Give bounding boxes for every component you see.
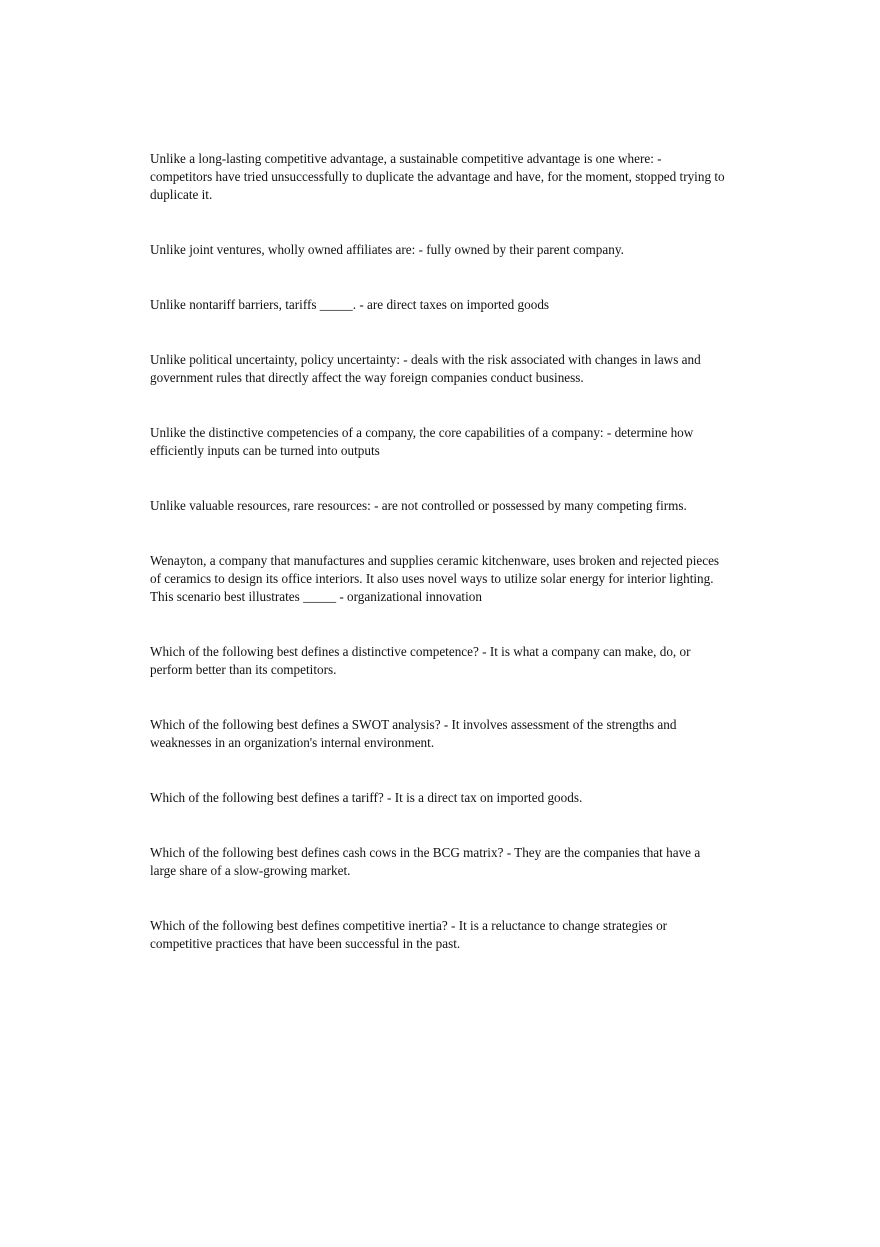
flashcard-entry: Which of the following best defines a tariff? - It is a direct tax on imported goods. (150, 790, 583, 805)
flashcard-entry: Unlike nontariff barriers, tariffs _____. - are direct taxes on imported goods (150, 297, 550, 312)
flashcard-entry: Unlike joint ventures, wholly owned affiliates are: - fully owned by their parent company. (150, 242, 624, 257)
flashcard-entry: Unlike the distinctive competencies of a company, the core capabilities of a company: - determine how efficiently inputs can be turned into outputs (150, 425, 694, 458)
flashcard-entry: Which of the following best defines a distinctive competence? - It is what a company can make, do, or perform better than its competitors. (150, 644, 691, 677)
flashcard-entry: Which of the following best defines competitive inertia? - It is a reluctance to change strategies or competitive practices that have been successful in the past. (150, 918, 668, 951)
flashcard-entry: Which of the following best defines a SWOT analysis? - It involves assessment of the strengths and weaknesses in an organization's internal environment. (150, 717, 677, 750)
flashcard-entry: Wenayton, a company that manufactures and supplies ceramic kitchenware, uses broken and rejected pieces of ceramics to design its office interiors. It also uses novel ways to utilize solar energy for interior lighting. This scenario best illustrates _____ - organizational innovation (150, 553, 720, 604)
flashcard-entry: Unlike valuable resources, rare resources: - are not controlled or possessed by many competing firms. (150, 498, 687, 513)
flashcard-entry: Unlike a long-lasting competitive advantage, a sustainable competitive advantage is one where: - competitors have tried unsuccessfully to duplicate the advantage and have, for the moment, stopped trying to duplicate it. (150, 151, 725, 202)
flashcard-entry: Which of the following best defines cash cows in the BCG matrix? - They are the companies that have a large share of a slow-growing market. (150, 845, 701, 878)
document-content (150, 150, 725, 953)
flashcard-entry: Unlike political uncertainty, policy uncertainty: - deals with the risk associated with changes in laws and government rules that directly affect the way foreign companies conduct business. (150, 352, 701, 385)
